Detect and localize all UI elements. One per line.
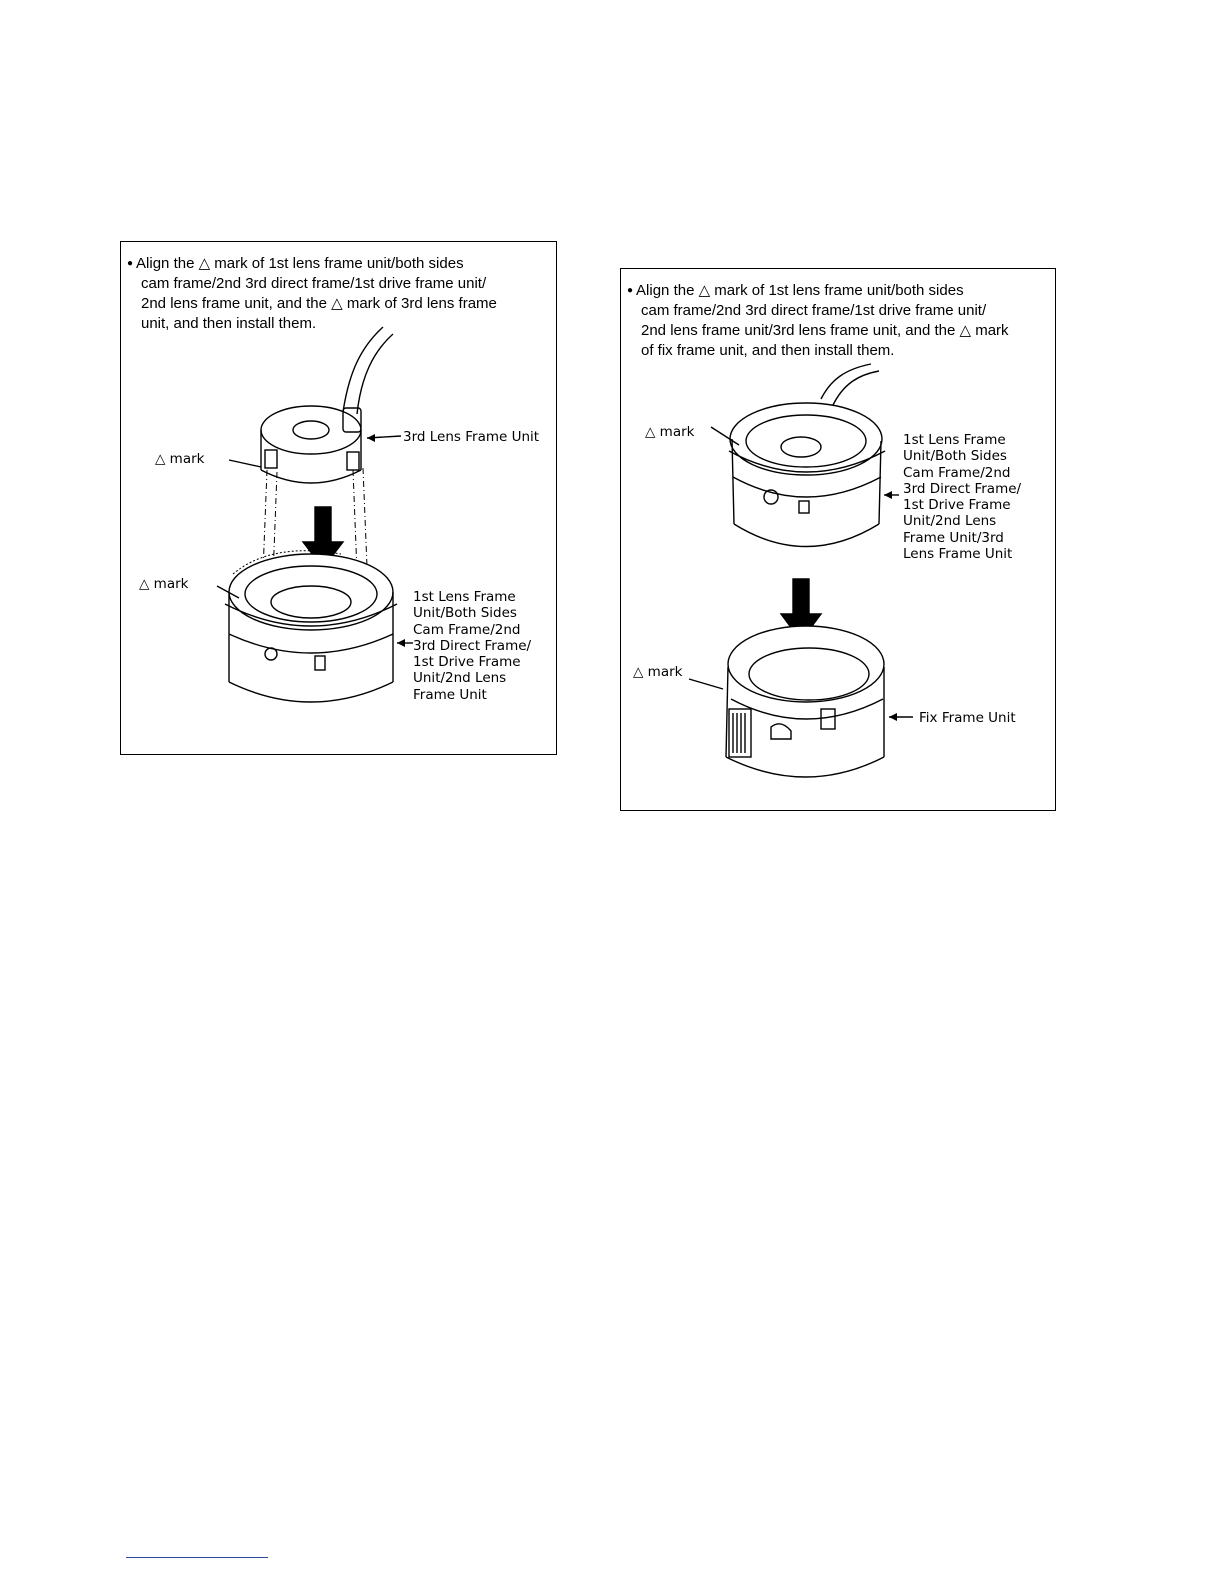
label-line: 1st Drive Frame	[903, 497, 1011, 514]
label-triangle-mark-lower: △ mark	[139, 576, 189, 592]
label-line: Unit/Both Sides	[903, 448, 1007, 465]
label-line: 3rd Direct Frame/	[413, 637, 532, 654]
label-1st-lens-frame-assembly	[903, 432, 1021, 562]
label-line: 3rd Direct Frame/	[903, 480, 1022, 497]
label-fix-frame-unit: Fix Frame Unit	[919, 710, 1016, 726]
label-line: Frame Unit/3rd	[903, 529, 1004, 546]
label-triangle-mark-upper: △ mark	[645, 424, 695, 440]
instruction-line: of fix frame unit, and then install them.	[641, 342, 895, 359]
label-triangle-mark-lower: △ mark	[633, 664, 683, 680]
figure-panel-left	[120, 241, 557, 755]
label-line: Cam Frame/2nd	[903, 464, 1011, 481]
label-line: 1st Lens Frame	[903, 432, 1006, 448]
bullet-icon: ●	[627, 285, 634, 296]
label-line: Cam Frame/2nd	[413, 621, 521, 638]
instruction-line: 2nd lens frame unit, and the △ mark of 3rd lens frame	[141, 295, 497, 312]
instruction-line: unit, and then install them.	[141, 315, 317, 332]
instruction-line: cam frame/2nd 3rd direct frame/1st drive frame unit/	[641, 302, 987, 319]
instruction-line: Align the △ mark of 1st lens frame unit/both sides	[136, 255, 464, 272]
footer-rule	[126, 1557, 268, 1558]
label-3rd-lens-frame-unit: 3rd Lens Frame Unit	[403, 429, 540, 445]
label-line: Unit/2nd Lens	[413, 670, 507, 687]
label-line: Lens Frame Unit	[903, 546, 1013, 563]
label-line: 1st Lens Frame	[413, 589, 516, 605]
label-line: Frame Unit	[413, 686, 487, 703]
figure-panel-right	[620, 268, 1056, 811]
bullet-icon: ●	[127, 258, 134, 269]
label-line: Unit/2nd Lens	[903, 513, 997, 530]
label-line: Unit/Both Sides	[413, 605, 517, 622]
label-1st-lens-frame-unit	[413, 589, 531, 703]
label-line: 1st Drive Frame	[413, 654, 521, 671]
instruction-line: 2nd lens frame unit/3rd lens frame unit, and the △ mark	[641, 322, 1009, 339]
instruction-line: Align the △ mark of 1st lens frame unit/both sides	[636, 282, 964, 299]
label-triangle-mark-upper: △ mark	[155, 451, 205, 467]
instruction-line: cam frame/2nd 3rd direct frame/1st drive frame unit/	[141, 275, 487, 292]
